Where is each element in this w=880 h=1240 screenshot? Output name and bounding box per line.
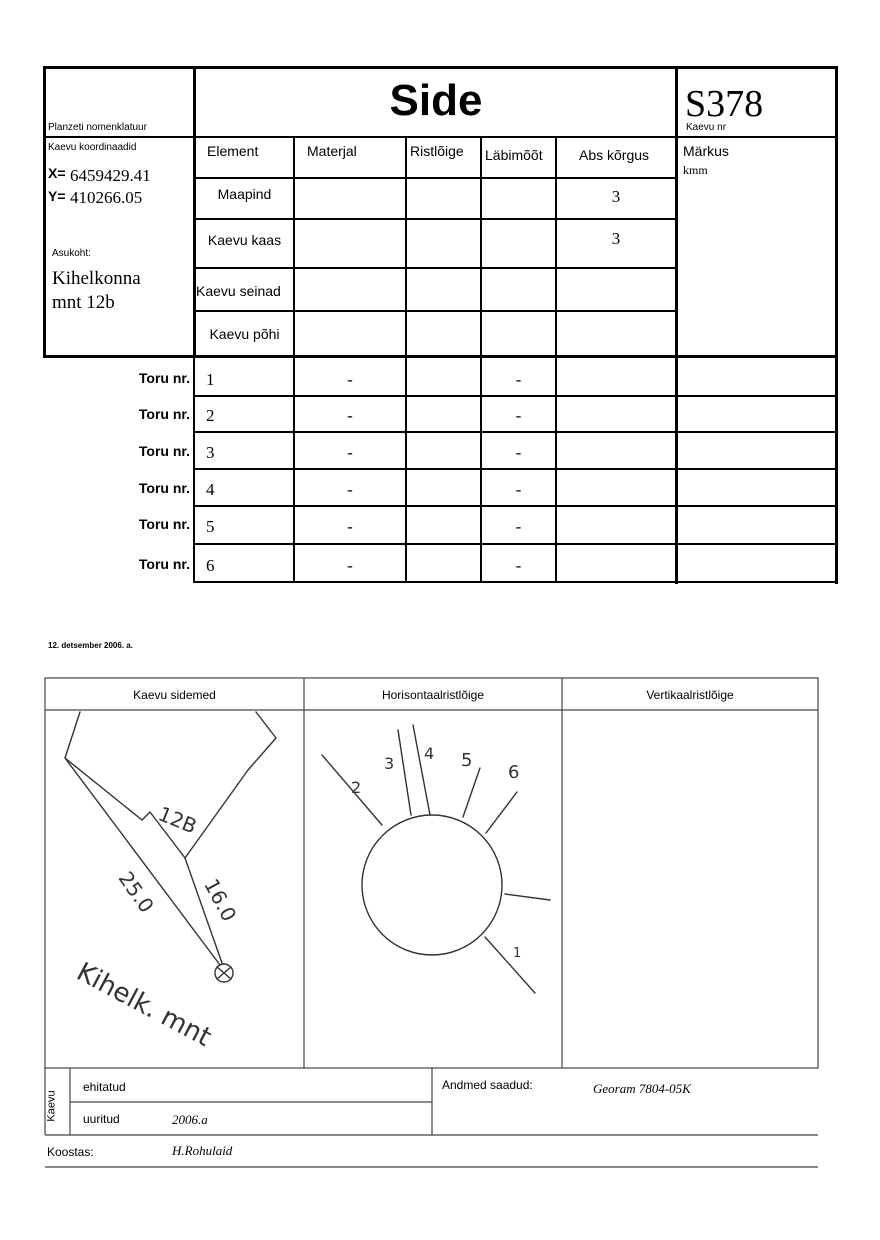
pipe-mark: 5 bbox=[461, 750, 473, 771]
pipe-diameter: - bbox=[515, 556, 522, 575]
pipe-mark: 3 bbox=[384, 754, 395, 773]
y-value: 410266.05 bbox=[70, 188, 143, 207]
col-cross-section: Ristlõige bbox=[410, 143, 464, 159]
data-source-value: Georam 7804-05K bbox=[593, 1081, 691, 1096]
well-number: S378 bbox=[685, 83, 764, 125]
element-name: Kaevu põhi bbox=[209, 326, 280, 342]
pipe-number: 5 bbox=[206, 517, 215, 536]
pipe-label: Toru nr. bbox=[138, 516, 190, 532]
element-name: Maapind bbox=[217, 186, 272, 202]
pipe-diameter: - bbox=[515, 443, 522, 462]
pipe-label: Toru nr. bbox=[138, 443, 190, 459]
pipe-diameter: - bbox=[515, 370, 522, 389]
pipe-material: - bbox=[347, 370, 353, 389]
location-label: Asukoht: bbox=[52, 248, 91, 259]
element-abs: 3 bbox=[611, 187, 621, 206]
pipe-material: - bbox=[347, 556, 353, 575]
element-abs: 3 bbox=[611, 229, 621, 248]
pipe-label: Toru nr. bbox=[138, 556, 190, 572]
pipe-label: Toru nr. bbox=[138, 480, 190, 496]
pipe-number: 2 bbox=[206, 406, 215, 425]
pipe-mark: 4 bbox=[424, 744, 435, 763]
element-name: Kaevu seinad bbox=[196, 283, 281, 299]
pipe-material: - bbox=[347, 443, 353, 462]
pipe-material: - bbox=[347, 406, 353, 425]
data-source-label: Andmed saadud: bbox=[442, 1078, 533, 1092]
pipe-material: - bbox=[347, 517, 353, 536]
col-material: Materjal bbox=[307, 143, 357, 159]
built-label: ehitatud bbox=[83, 1080, 126, 1094]
pipe-mark: 1 bbox=[513, 946, 522, 961]
location-line-1: Kihelkonna bbox=[52, 268, 141, 289]
document-date: 12. detsember 2006. a. bbox=[48, 641, 133, 650]
y-label: Y= bbox=[48, 188, 66, 204]
author-label: Koostas: bbox=[47, 1145, 94, 1159]
footer-side-label: Kaevu bbox=[45, 1090, 58, 1122]
col-notes: Märkus bbox=[683, 143, 729, 159]
col-element: Element bbox=[207, 143, 259, 159]
pipe-label: Toru nr. bbox=[138, 406, 190, 422]
pipe-diameter: - bbox=[515, 517, 522, 536]
x-value: 6459429.41 bbox=[70, 166, 151, 185]
nomenclature-label: Planzeti nomenklatuur bbox=[48, 122, 147, 133]
pipe-label: Toru nr. bbox=[138, 370, 190, 386]
location-line-2: mnt 12b bbox=[52, 292, 115, 313]
pipe-mark: 6 bbox=[508, 762, 520, 783]
author-value: H.Rohulaid bbox=[172, 1143, 233, 1158]
sketch-label-16: 16.0 bbox=[199, 874, 242, 926]
sketch-col-vertical: Vertikaalristlõige bbox=[646, 688, 734, 702]
sketch-col-horizontal: Horisontaalristlõige bbox=[381, 688, 485, 702]
pipe-number: 3 bbox=[206, 443, 215, 462]
pipe-mark: 2 bbox=[351, 778, 362, 797]
notes-value: kmm bbox=[683, 163, 708, 177]
pipe-number: 1 bbox=[206, 370, 215, 389]
element-name: Kaevu kaas bbox=[207, 232, 282, 248]
well-number-label: Kaevu nr bbox=[686, 122, 727, 133]
surveyed-value: 2006.a bbox=[172, 1112, 208, 1127]
pipe-material: - bbox=[347, 480, 353, 499]
col-diameter: Läbimõõt bbox=[485, 147, 543, 163]
pipe-diameter: - bbox=[515, 406, 522, 425]
sketch-label-12b: 12B bbox=[154, 801, 201, 839]
surveyed-label: uuritud bbox=[83, 1112, 120, 1126]
sketch-col-connections: Kaevu sidemed bbox=[133, 688, 216, 702]
pipe-number: 4 bbox=[206, 480, 215, 499]
sketch-label-25: 25.0 bbox=[113, 866, 159, 918]
pipe-number: 6 bbox=[206, 556, 215, 575]
coords-label: Kaevu koordinaadid bbox=[48, 142, 137, 153]
sketch-label-street: Kihelk. mnt bbox=[71, 957, 216, 1053]
col-abs-height: Abs kõrgus bbox=[579, 147, 650, 163]
pipe-diameter: - bbox=[515, 480, 522, 499]
page-title: Side bbox=[389, 76, 483, 125]
x-label: X= bbox=[48, 165, 66, 181]
